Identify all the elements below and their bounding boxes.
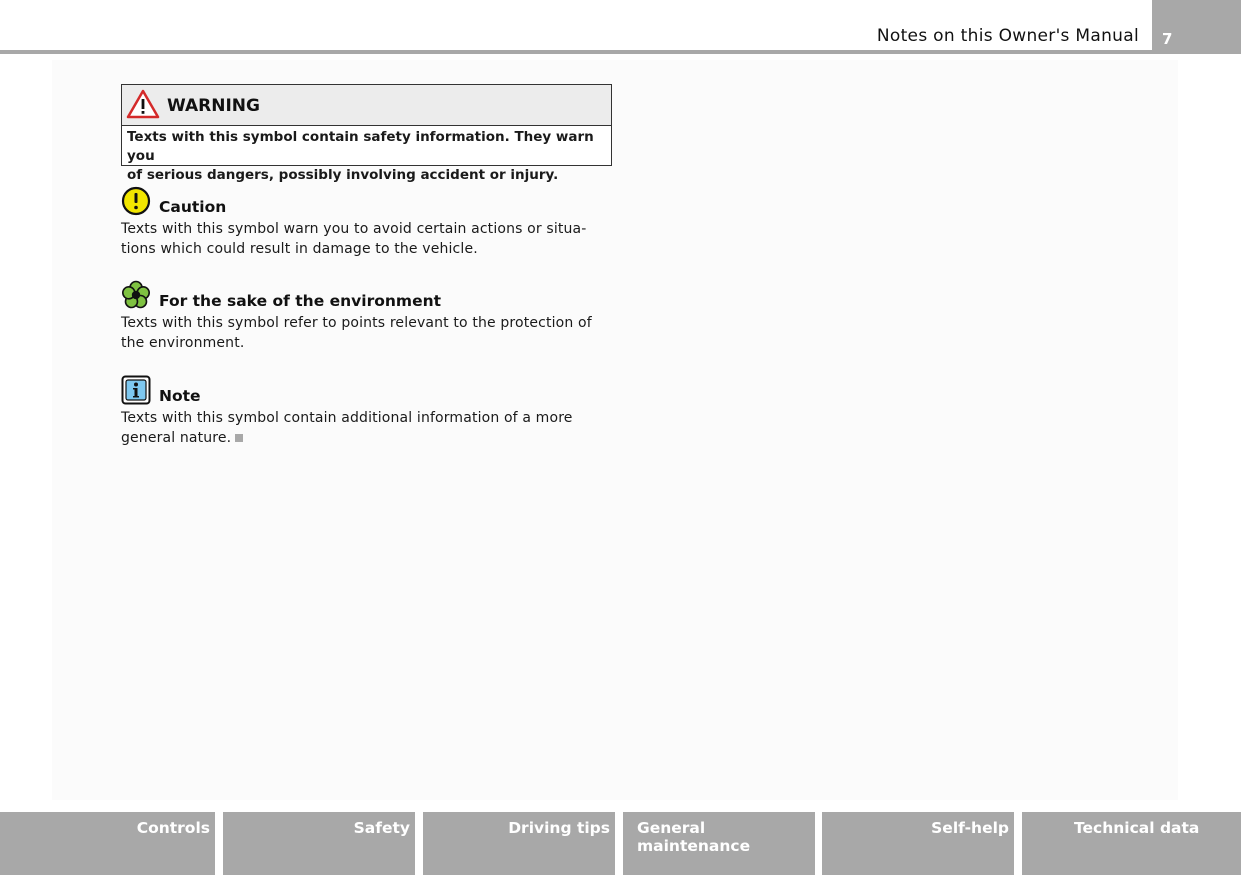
caution-section [121,186,611,259]
nav-tab-label: Driving tips [508,819,610,837]
caution-title: Caution [159,198,227,216]
environment-text-line: the environment. [121,334,245,351]
caution-text-line: tions which could result in damage to the vehicle. [121,240,478,257]
environment-text [121,314,611,353]
note-section [121,375,611,448]
header-rule [0,50,1152,54]
warning-triangle-icon [126,89,160,123]
environment-section [121,280,611,353]
note-text [121,409,611,448]
caution-heading [121,186,611,220]
caution-text [121,220,611,259]
warning-header [122,85,611,126]
nav-tab-general-maintenance[interactable] [623,812,815,875]
note-title: Note [159,387,201,405]
warning-text-line: of serious dangers, possibly involving accident or injury. [127,167,559,183]
warning-box [121,84,612,183]
environment-text-line: Texts with this symbol refer to points relevant to the protection of [121,315,592,331]
nav-tab-label: Safety [353,819,410,837]
environment-title: For the sake of the environment [159,292,442,310]
nav-tab-self-help[interactable] [822,812,1014,875]
nav-tab-controls[interactable] [0,812,215,875]
flower-icon [121,280,151,314]
nav-tab-technical-data[interactable] [1022,812,1241,875]
caution-text-line: Texts with this symbol warn you to avoid certain actions or situa- [121,221,587,237]
note-text-line: Texts with this symbol contain additional information of a more [121,410,573,426]
warning-text [122,126,611,185]
page-number: 7 [1162,30,1173,48]
warning-text-line: Texts with this symbol contain safety information. They warn you [127,129,594,164]
end-of-section-mark [235,434,243,442]
note-text-line [121,429,611,449]
bottom-nav [0,812,1241,875]
nav-tab-driving-tips[interactable] [423,812,615,875]
page-title: Notes on this Owner's Manual [876,26,1139,46]
nav-tab-label: Self-help [931,819,1009,837]
page-number-tab [1152,0,1241,54]
nav-tab-label: Technical data [1074,819,1200,837]
environment-heading [121,280,611,314]
note-heading [121,375,611,409]
nav-tab-label: General maintenance [637,819,751,855]
nav-tab-safety[interactable] [223,812,415,875]
note-text-line-content: general nature. [121,429,232,446]
nav-tab-label: Controls [136,819,210,837]
warning-title: WARNING [167,96,260,116]
info-icon [121,375,151,409]
caution-exclamation-icon [121,186,151,220]
